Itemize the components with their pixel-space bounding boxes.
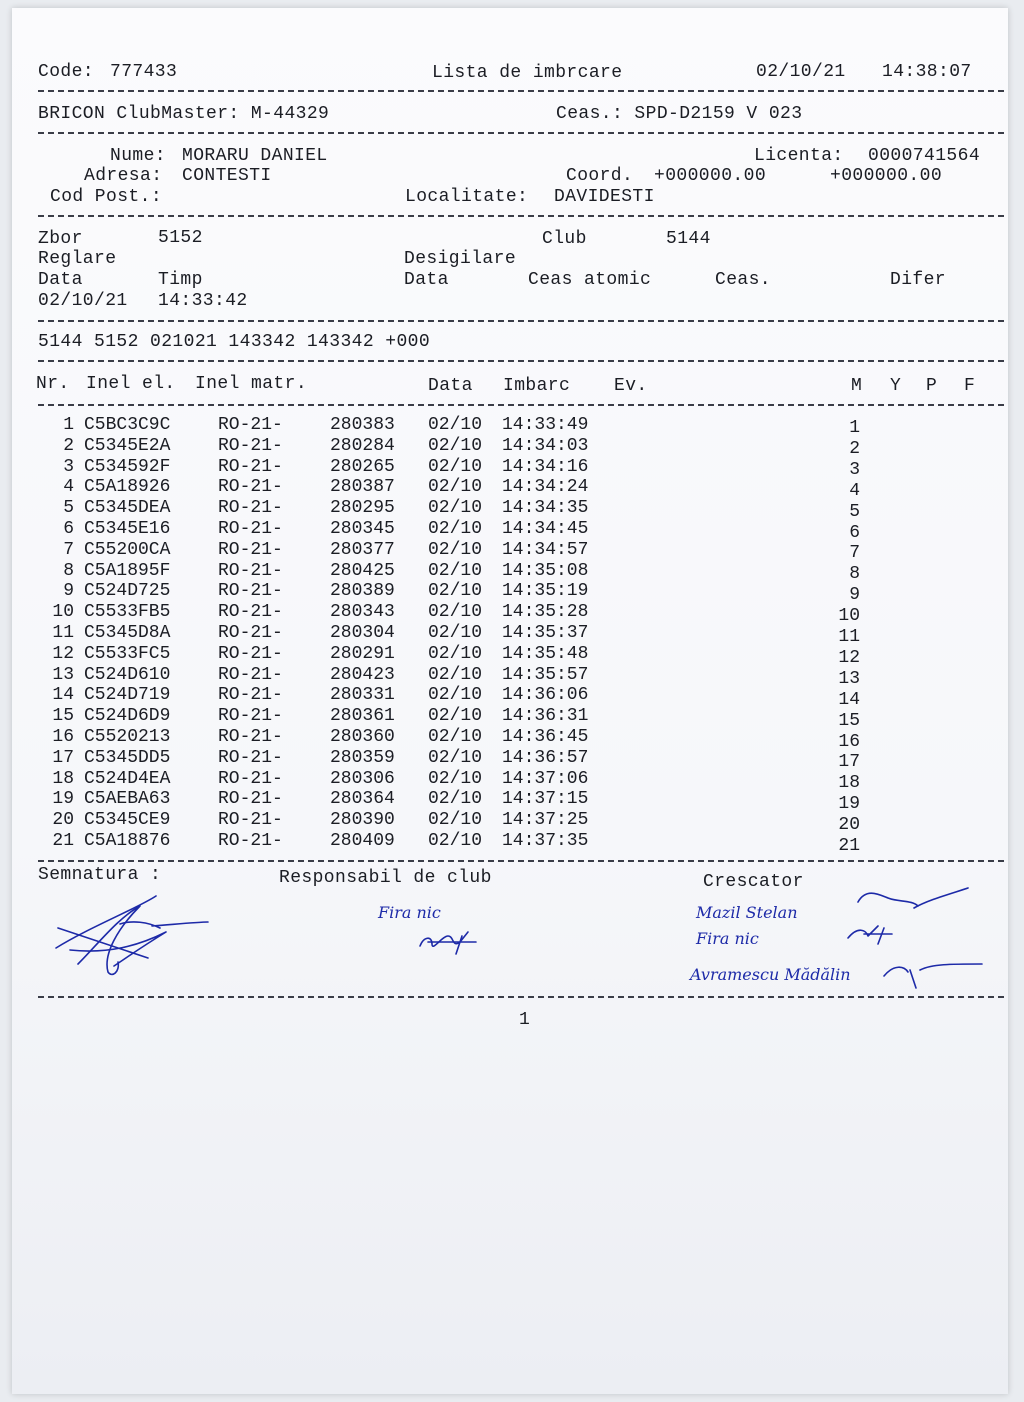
breeder-label: Crescator [703,872,804,892]
code-value: 777433 [110,62,178,82]
arrival-time: 14:34:24 [502,477,589,498]
electronic-ring: C5345E2A [84,435,171,456]
arrival-time: 14:33:49 [502,415,589,435]
ring-number: 280284 [330,435,395,456]
arrival-date: 02/10 [428,664,483,685]
row-number: 2 [63,435,74,456]
row-number: 19 [52,789,74,810]
ring-number: 280425 [330,560,395,581]
ring-prefix: RO-21- [218,727,283,747]
atomic-label: Ceas atomic [528,270,652,290]
arrival-time: 14:34:16 [502,456,589,477]
system-id: BRICON ClubMaster: M-44329 [38,104,330,124]
arrival-time: 14:35:19 [502,581,589,602]
row-number: 12 [52,643,74,664]
rank-m: 18 [838,773,860,794]
col-y: Y [890,376,902,396]
electronic-ring: C5BC3C9C [84,415,171,435]
ring-number: 280306 [330,768,395,789]
arrival-date: 02/10 [428,623,483,643]
arrival-date: 02/10 [428,435,483,456]
arrival-date: 02/10 [428,789,483,810]
row-number: 8 [63,560,74,581]
arrival-time: 14:36:57 [502,747,589,768]
col-inel-matr: Inel matr. [195,374,308,394]
arrival-time: 14:35:48 [502,643,589,664]
ring-prefix: RO-21- [218,643,283,664]
arrival-date: 02/10 [428,602,483,623]
arrival-date: 02/10 [428,747,483,768]
coord-y: +000000.00 [830,166,943,186]
ring-number: 280343 [330,602,395,623]
page-number: 1 [519,1010,531,1030]
print-time: 14:38:07 [882,62,972,82]
row-number: 5 [63,498,74,519]
electronic-ring: C524D725 [84,581,171,602]
data-label: Data [38,270,83,290]
ring-prefix: RO-21- [218,623,283,643]
col-m: M [851,376,863,396]
arrival-time: 14:37:35 [502,831,589,851]
electronic-ring: C5345DEA [84,498,171,519]
ring-prefix: RO-21- [218,768,283,789]
rank-m: 12 [838,647,860,668]
print-date: 02/10/21 [756,62,846,82]
ring-prefix: RO-21- [218,435,283,456]
arrival-time: 14:36:45 [502,727,589,747]
reglare-label: Reglare [38,249,117,269]
set-date: 02/10/21 [38,291,128,311]
data2-label: Data [404,270,449,290]
ring-number: 280291 [330,643,395,664]
signature-club-responsible [372,896,522,966]
electronic-ring: C5AEBA63 [84,789,171,810]
ring-prefix: RO-21- [218,539,283,560]
ring-prefix: RO-21- [218,560,283,581]
arrival-date: 02/10 [428,643,483,664]
rank-m: 13 [838,668,860,689]
ring-prefix: RO-21- [218,456,283,477]
col-ev: Ev. [614,376,648,396]
arrival-date: 02/10 [428,727,483,747]
row-number: 3 [63,456,74,477]
col-p: P [926,376,938,396]
locality-value: DAVIDESTI [554,187,655,207]
rank-m: 20 [838,815,860,836]
separator [38,215,1004,217]
address-value: CONTESTI [182,166,272,186]
table-row [12,581,1008,606]
electronic-ring: C524D6D9 [84,706,171,727]
clock-id: Ceas.: SPD-D2159 V 023 [556,104,803,124]
table-row [12,415,1008,436]
ring-number: 280361 [330,706,395,727]
row-number: 20 [52,810,74,831]
ring-prefix: RO-21- [218,498,283,519]
table-row [12,457,1008,478]
arrival-date: 02/10 [428,519,483,539]
arrival-time: 14:34:45 [502,519,589,539]
table-row [12,747,1008,773]
ring-prefix: RO-21- [218,747,283,768]
coord-label: Coord. [566,166,634,186]
zbor-value: 5152 [158,228,203,248]
ring-number: 280295 [330,498,395,519]
separator [38,404,1004,406]
electronic-ring: C5A18926 [84,477,171,498]
table-row [12,643,1008,668]
rank-m: 5 [849,501,860,522]
club-value: 5144 [666,229,711,249]
arrival-time: 14:36:31 [502,706,589,727]
row-number: 6 [63,519,74,539]
arrival-time: 14:34:03 [502,435,589,456]
table-row [12,664,1008,689]
arrival-date: 02/10 [428,415,483,435]
rank-m: 16 [838,731,860,752]
set-time: 14:33:42 [158,291,248,311]
arrival-date: 02/10 [428,456,483,477]
arrival-time: 14:35:37 [502,623,589,643]
club-label: Club [542,229,587,249]
ring-number: 280390 [330,810,395,831]
arrival-time: 14:37:15 [502,789,589,810]
postcode-label: Cod Post.: [50,187,163,207]
table-row [12,560,1008,585]
ring-prefix: RO-21- [218,685,283,706]
ceas-label: Ceas. [715,270,772,290]
ring-number: 280331 [330,685,395,706]
electronic-ring: C5345DD5 [84,747,171,768]
rank-m: 8 [849,564,860,585]
rank-m: 2 [849,438,860,459]
table-row [12,685,1008,710]
arrival-date: 02/10 [428,685,483,706]
address-label: Adresa: [84,166,163,186]
row-number: 10 [52,602,74,623]
separator [38,860,1004,862]
rank-m: 4 [849,480,860,501]
table-row [12,498,1008,522]
rank-m: 9 [849,585,860,606]
electronic-ring: C5533FB5 [84,602,171,623]
document-title: Lista de imbrcare [432,63,623,83]
electronic-ring: C5345CE9 [84,810,171,831]
ring-number: 280423 [330,664,395,685]
signature-scribble-left [48,888,218,988]
separator [38,996,1004,998]
summary-line: 5144 5152 021021 143342 143342 +000 [38,332,431,352]
rank-m: 10 [838,606,860,627]
arrival-time: 14:35:28 [502,602,589,623]
rank-m: 11 [838,627,860,647]
electronic-ring: C524D610 [84,664,171,685]
arrival-date: 02/10 [428,560,483,581]
ring-number: 280359 [330,747,395,768]
electronic-ring: C524D719 [84,685,171,706]
ring-prefix: RO-21- [218,789,283,810]
ring-prefix: RO-21- [218,602,283,623]
licence-label: Licenta: [754,146,844,166]
electronic-ring: C5520213 [84,727,171,747]
table-row [12,727,1008,752]
separator [38,132,1004,134]
row-number: 17 [52,747,74,768]
ring-number: 280360 [330,727,395,747]
table-row [12,519,1008,543]
separator [38,90,1004,92]
coord-x: +000000.00 [654,166,767,186]
club-responsible-label: Responsabil de club [279,868,492,888]
col-nr: Nr. [36,374,70,394]
row-number: 1 [63,415,74,435]
table-row [12,623,1008,647]
electronic-ring: C5533FC5 [84,643,171,664]
separator [38,320,1004,322]
row-number: 18 [52,768,74,789]
licence-value: 0000741564 [868,146,981,166]
arrival-time: 14:34:57 [502,539,589,560]
electronic-ring: C5345E16 [84,519,171,539]
row-number: 16 [52,727,74,747]
table-row [12,831,1008,856]
table-row [12,477,1008,501]
table-row [12,602,1008,627]
electronic-ring: C5345D8A [84,623,171,643]
handwriting-fira-nic-2: Fira nic [696,929,759,948]
handwriting-mazil-stelan: Mazil Stelan [696,903,798,922]
rank-m: 6 [849,522,860,543]
arrival-date: 02/10 [428,539,483,560]
table-row [12,706,1008,731]
arrival-time: 14:35:08 [502,560,589,581]
rank-m: 14 [838,689,860,710]
rank-m: 21 [838,836,860,856]
ring-prefix: RO-21- [218,706,283,727]
ring-prefix: RO-21- [218,664,283,685]
row-number: 21 [52,831,74,851]
electronic-ring: C5A1895F [84,560,171,581]
arrival-date: 02/10 [428,498,483,519]
zbor-label: Zbor [38,229,83,249]
table-row [12,436,1008,457]
arrival-date: 02/10 [428,810,483,831]
rank-m: 19 [838,794,860,815]
ring-prefix: RO-21- [218,831,283,851]
electronic-ring: C524D4EA [84,768,171,789]
row-number: 11 [52,623,74,643]
row-number: 14 [52,685,74,706]
table-row [12,539,1008,564]
col-data: Data [428,376,473,396]
desigilare-label: Desigilare [404,249,517,269]
handwriting-avramescu: Avramescu Mădălin [690,965,851,984]
rank-m: 3 [849,459,860,480]
arrival-time: 14:34:35 [502,498,589,519]
signature-label: Semnatura : [38,865,162,885]
name-label: Nume: [110,146,167,166]
row-number: 13 [52,664,74,685]
separator [38,360,1004,362]
ring-number: 280389 [330,581,395,602]
ring-number: 280364 [330,789,395,810]
arrival-date: 02/10 [428,706,483,727]
row-number: 15 [52,706,74,727]
row-number: 7 [63,539,74,560]
row-number: 9 [63,581,74,602]
ring-number: 280383 [330,415,395,435]
ring-number: 280304 [330,623,395,643]
table-row [12,768,1008,794]
rank-m: 7 [849,543,860,564]
ring-prefix: RO-21- [218,810,283,831]
ring-number: 280345 [330,519,395,539]
code-label: Code: [38,62,95,82]
col-f: F [964,376,976,396]
row-number: 4 [63,477,74,498]
locality-label: Localitate: [405,187,529,207]
col-inel-el: Inel el. [86,374,176,394]
arrival-time: 14:36:06 [502,685,589,706]
arrival-date: 02/10 [428,768,483,789]
owner-name: MORARU DANIEL [182,146,328,166]
rank-m: 1 [849,418,860,438]
electronic-ring: C55200CA [84,539,171,560]
timp-label: Timp [158,270,203,290]
ring-number: 280387 [330,477,395,498]
signature-breeder [688,880,988,1000]
ring-number: 280377 [330,539,395,560]
arrival-time: 14:37:25 [502,810,589,831]
rank-m: 15 [838,710,860,731]
ring-prefix: RO-21- [218,581,283,602]
electronic-ring: C5A18876 [84,831,171,851]
arrival-date: 02/10 [428,581,483,602]
arrival-time: 14:35:57 [502,664,589,685]
arrival-time: 14:37:06 [502,768,589,789]
printed-sheet [12,8,1008,1394]
difer-label: Difer [890,270,947,290]
col-imbarc: Imbarc [503,376,571,396]
ring-number: 280265 [330,456,395,477]
handwriting-fira-nic: Fira nic [378,903,441,922]
ring-number: 280409 [330,831,395,851]
arrival-date: 02/10 [428,831,483,851]
ring-prefix: RO-21- [218,519,283,539]
table-row [12,810,1008,836]
table-row [12,789,1008,815]
electronic-ring: C534592F [84,456,171,477]
rank-m: 17 [838,752,860,773]
arrival-date: 02/10 [428,477,483,498]
ring-prefix: RO-21- [218,477,283,498]
ring-prefix: RO-21- [218,415,283,435]
